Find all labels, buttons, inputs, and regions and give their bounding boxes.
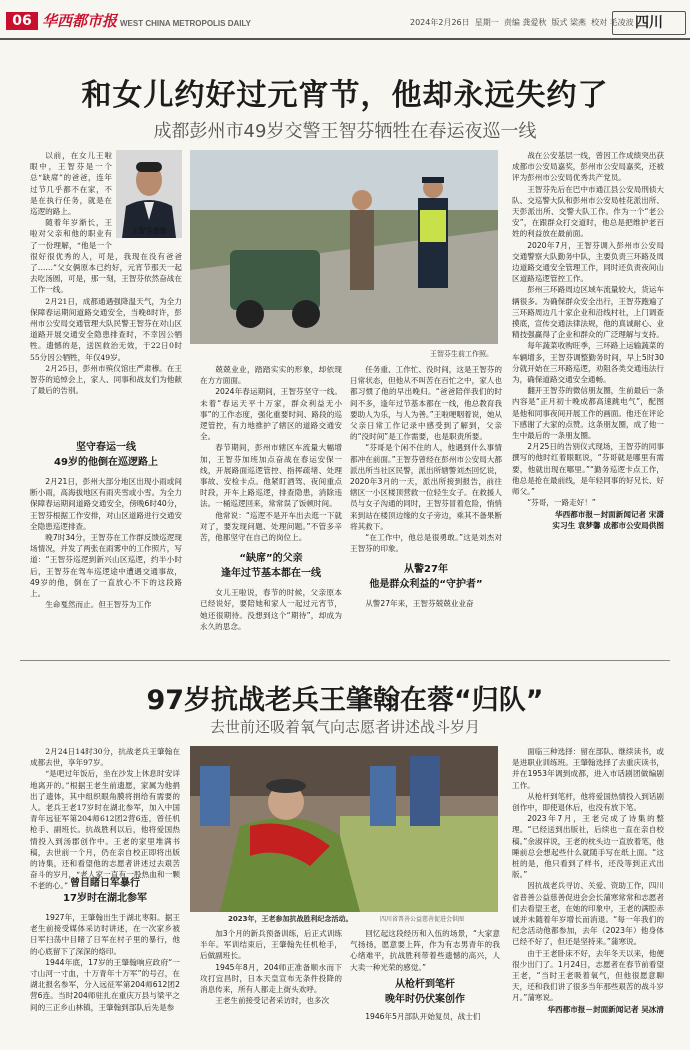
paragraph: “芬哥，一路走好！” bbox=[527, 498, 596, 508]
article1-col4 bbox=[512, 150, 664, 652]
paragraph: 2月24日14时30分，抗战老兵王肇翰在成都去世，享年97岁。 bbox=[30, 747, 180, 768]
subheadline-1: 成都彭州市49岁交警王智芬牺牲在春运夜巡一线 bbox=[153, 121, 537, 142]
paragraph: 2月25日的告别仪式现场，王智芬的同事撰写的他时红着眼眶说，“芬哥就是哪里有需要，他就出现在哪里。”“勤务巡逻卡点工作，他总是抢在最前线，是年轻同事的好兄长、好师父。” bbox=[512, 442, 664, 497]
paragraph: 2月25日，彭州市殡仪馆庄严肃穆。在王智芬的追悼会上，家人、同事和战友们为他献了最后的告别。 bbox=[30, 363, 182, 396]
paragraph: 从警27年来，王智芬兢兢业业奋 bbox=[365, 599, 474, 609]
page-header bbox=[0, 0, 690, 40]
paragraph: 加3个月的新兵预备训练，后正式训练半年。军训结束后，王肇翰先任机枪手，后做副班长。 bbox=[200, 929, 342, 961]
paragraph: 2月21日，彭州大部分地区出现小雨或间断小雨，高海拔地区有雨夹雪或小雪。为全力保障春运期间道路交通安全，傍晚6时40分，王智芬根据工作安排，对山区道路进行交通安全隐患巡逻排查。 bbox=[30, 477, 182, 531]
newspaper-english-name: WEST CHINA METROPOLIS DAILY bbox=[120, 19, 251, 28]
traffic-police-photo bbox=[190, 150, 498, 344]
paragraph: 因抗战老兵寻访、关爱、资助工作，四川省普善公益慈善促进会会长蒲寒常常和志愿者们去看望王老，在她的印象中，王老的满腔赤诚并未随着年岁增长而消退。“每一年我们的纪念活动他都参加，去年（2023年）他身体已经不好了，但还是坚持来。”蒲寒说。 bbox=[512, 881, 664, 947]
article1-col1-body bbox=[30, 432, 182, 652]
photo-caption: 2023年，王老参加抗战胜利纪念活动。 bbox=[228, 915, 353, 923]
paragraph: 女儿王啦说，春节的时候，父亲原本已经说好，要陪她和家人一起过元宵节，她还很期待。没想到这个“期待”，却成为永久的思念。 bbox=[200, 588, 342, 631]
paragraph: 以前，在女儿王啦眼中，王智芬是一个总“缺席”的爸爸，连年过节几乎都不在家，不是在执行任务，就是在巡逻的路上。 bbox=[30, 151, 112, 217]
paragraph: 1946年5月部队开始复员，战士们 bbox=[365, 1011, 481, 1021]
paragraph: 2023年7月，王老完成了诗集的整理。“已经送到出版社，后续也一直在亲自校稿。”余淑祥说，王老的枕头边一直放着笔，他睡前总会想起些什么就随手写在纸上面。“这桩的是，他只看到了样书，还没等到正式出版。” bbox=[512, 814, 664, 880]
article1-col3 bbox=[350, 364, 502, 652]
paragraph: 2024年春运期间，王智芬坚守一线。未着“春运天平十万家，群众利益无小事”的工作态度，强化重要时间、路段的巡逻管控，有力地推护了辖区的道路交通安全。 bbox=[200, 387, 342, 442]
paragraph: 2020年7月，王智芬调入彭州市公安局交通警察大队勤务中队，主要负责三环路及周边道路交通安全管理工作，同时还负责夜间山区道路巡逻管控工作。 bbox=[512, 240, 664, 284]
article2-col2 bbox=[200, 928, 342, 1048]
headline-1: 和女儿约好过元宵节，他却永远失约了 bbox=[81, 78, 609, 113]
paragraph: 王老生前接受记者采访时，也多次 bbox=[215, 996, 330, 1006]
paragraph: 兢兢业业，踏踏实实的形象，却依现在方方面面。 bbox=[200, 365, 342, 386]
paragraph: 1945年8月，204师正准备顺水而下攻打宜昌时，日本天皇宣布无条件投降的消息传来，所有人都走上街头欢呼。 bbox=[200, 962, 342, 995]
subhead-c: 从警27年 他是群众利益的“守护者” bbox=[369, 564, 483, 591]
subhead-b2: 从枪杆到笔杆 晚年时仍伏案创作 bbox=[385, 978, 465, 1005]
photo-scene bbox=[190, 150, 498, 344]
portrait-photo bbox=[116, 150, 182, 238]
photo-caption: 王智芬生前工作照。 bbox=[430, 350, 493, 358]
article2-col3 bbox=[350, 928, 500, 1048]
portrait-figure bbox=[116, 150, 182, 238]
paragraph: 生命戛然而止。但王智芬为工作 bbox=[45, 600, 152, 610]
veteran-photo bbox=[190, 746, 498, 912]
subheadline-2: 去世前还吸着氧气向志愿者讲述战斗岁月 bbox=[209, 718, 480, 736]
paragraph: 回忆起这段经历和入伍的场景，“大家意气扬扬，愿意要上阵，作为有志男青年的我心绪难平，抗战胜利带着些遗憾的高兴，人大卖一种光荣的感觉。” bbox=[350, 929, 500, 972]
issue-meta: 2024年2月26日 星期一 责编 龚爱秋 版式 梁燕 校对 毛凌波 bbox=[410, 18, 634, 27]
paragraph: 任务重、工作忙、没时间，这是王智芬的日常状态，但他从不叫苦在百忙之中，家人也都习惯了他的早出晚归。“爸爸陪伴我们的时间不多，逢年过节基本都在一线，他总教育我要助人为乐，与人为善。”王啦哽咽着说，她从父亲日常工作记录中感受到了解到，父亲的“没时间”是工作需要，也是职责所要。 bbox=[350, 365, 502, 442]
paragraph: 从枪杆到笔杆，他将爱国热情投入到话剧创作中，即使退休后，也没有放下笔。 bbox=[512, 791, 664, 813]
paragraph: 晚7时34分，王智芬在工作群反馈巡逻现场情况，并发了两张在雨雾中的工作照片，写道：“王智芬巡逻到新兴山区巡逻，约半小时后，王智芬在驾车巡逻途中遭遇交通事故，49岁的他，倒在了一直放心不下的这段路上。 bbox=[30, 533, 182, 599]
page-number: 06 bbox=[6, 12, 38, 30]
photo-credit: 四川省普善公益慈善促进会供图 bbox=[380, 916, 465, 923]
byline: 华西都市报－封面新闻记者 吴冰清 bbox=[547, 1004, 664, 1014]
paragraph: 面临三种选择：留在部队、继续读书，或是进职业训练班。王肇翰选择了去重庆读书，并在1953年调到成都，进入市话剧团做编剧工作。 bbox=[512, 747, 664, 790]
photo-scene bbox=[190, 746, 498, 912]
paragraph: “在工作中，他总是很勇敢。”这是刘杰对王智芬的印象。 bbox=[350, 533, 502, 554]
paragraph: 1927年，王肇翰出生于湖北枣阳。据王老生前接受媒体采访时讲述，在一次家乡被日军扫荡中目睹了日军在村子里的暴行，他的心底留下了深深的烙印。 bbox=[30, 913, 180, 956]
paragraph: 1944年底，17岁的王肇翰响应政府“一寸山河一寸血，十万青年十万军”的号召，在湖北报名参军，分入远征军第204师612团2营6连。当时204师驻扎在重庆万县与梁平之间的三正乡山林镇，王肇翰到部队后先是参 bbox=[30, 957, 180, 1012]
paragraph: 王智芬先后在巴中市通江县公安局刑侦大队、交巡警大队和彭州市公安局桂花派出所、天彭派出所、交警大队工作。作为一个“老公安”，在跟群众打交道时，他总是把维护老百姓的利益放在最前面。 bbox=[512, 184, 664, 239]
paragraph: 战在公安基层一线，曾因工作成绩突出获成都市公安局嘉奖，彭州市公安局嘉奖，还被评为彭州市公安局优秀共产党员。 bbox=[512, 151, 664, 183]
paragraph: “芬哥是个闲不住的人，他遇到什么事情都冲在前面。”王智芬曾经在彭州市公安局大都派出所当社区民警，派出所辖警刘杰回忆说，2020年3月的一天，派出所接到报告，前往辖区一小区楼顶营救一位轻生女子。在救援人员与女子沟通的同时，王智芬冒着危险，悄悄来到站在楼顶边缘的女子旁边，乘其不备果断将其救下。 bbox=[350, 443, 502, 531]
newspaper-logo: 华西都市报 bbox=[42, 12, 118, 30]
article-divider bbox=[20, 660, 670, 661]
paragraph: 他常说：“巡逻不是开车出去逛一下就对了，要发现问题、处理问题。”不管多辛苦，他都坚守在自己的岗位上。 bbox=[200, 510, 342, 543]
byline: 华西都市报－封面新闻记者 宋潇 实习生 袁梦馨 成都市公安局供图 bbox=[552, 509, 664, 530]
subhead-a2: 曾目睹日军暴行 17岁时在湖北参军 bbox=[63, 878, 147, 904]
paragraph: 翻开王智芬的微信朋友圈，生前最后一条内容是“正月初十晚成都高速跳电气”，配图是他和同事夜间开展工作的画面。他还在评论下感谢了大家的点赞。这条朋友圈，成了他一生中最后的一条朋友圈。 bbox=[512, 386, 664, 441]
paragraph: “是吧过年饭后，坐在沙发上休息时安详地离开的。”根据王老生前遗愿，家属为他捐出了遗体，其中组织眼角膜将捐给有需要的人。老兵王老17岁时在湖北参军，加入中国青年远征军第204师612团2营6连，曾任机枪手、副班长。抗战胜利以后，他将爱国热情投入到汤郡创作中。王老的家里堆满书稿，去世前一个月，仍在亲自校正即将出版的诗集，还和看望他的志愿者讲述过去艰苦奋斗的岁月，“老人家一直有一股热血和一颗不老的心。” bbox=[30, 769, 180, 891]
article1-intro bbox=[30, 150, 182, 448]
subhead-b: “缺席”的父亲 逢年过节基本都在一线 bbox=[221, 553, 321, 580]
article2-col1-body bbox=[30, 868, 180, 1048]
portrait-caption: 王智芬遗像 bbox=[131, 227, 167, 235]
paragraph: 每年蔬菜收购旺季，三环路上运输蔬菜的车辆增多，王智芬调整勤务时间，早上5时30分就开始在三环路巡逻，劝阻各类交通违法行为，确保道路交通安全通畅。 bbox=[512, 341, 664, 385]
paragraph: 彭州三环路周边区域车流量较大，货运车辆很多。为确保群众安全出行，王智芬跑遍了三环路周边几十家企业和沿线村社，上门调查摸底，宣传交通法律法规，他的真诚耐心、业精技强赢得了企业和群众的广泛理解与支持。 bbox=[512, 285, 664, 340]
paragraph: 春节期间，彭州市辖区车流量大幅增加，王智芬加班加点奋战在春运安保一线，开展路面巡逻管控、指挥疏堵、处理事故、安检卡点。他紧盯酒驾、夜间重点时段，开车上路巡逻，排查隐患，消除违法。一桶巡逻回来，常常误了饭顿时间。 bbox=[200, 443, 342, 509]
paragraph: 随着年岁渐长，王啦对父亲和他的职业有了一份理解，“他是一个很好很优秀的人，可是，我现在没有爸爸了……”父女俩原本已约好，元宵节那天一起去吃汤圆，可是，那一刻，王智芬依然奋战在工作一线。 bbox=[30, 218, 182, 295]
article2-col4 bbox=[512, 746, 664, 1048]
paragraph: 由于王老卧床不好，去年冬天以来，他便很少出门了。1月24日，志愿者在春节前看望王老，“当时王老吸着氧气，但他很愿意聊天，还和我们讲了很多当年那些艰苦的战斗岁月。”蒲寒说。 bbox=[512, 948, 664, 1003]
paragraph: 2月21日，成都通遇强降温天气，为全力保障春运期间道路交通安全，当晚8时许，彭州市公安局交通管理大队民警王智芬在对山区道路开展交通安全隐患排查时，不幸因公牺牲。遗憾的是，送医救治无效，于22日0时55分因公牺牲，年仅49岁。 bbox=[30, 296, 182, 362]
subhead-a: 坚守春运一线 49岁的他倒在巡逻路上 bbox=[54, 442, 158, 468]
section-label: 四川 bbox=[612, 11, 686, 35]
article1-col2 bbox=[200, 364, 342, 652]
headline-2: 97岁抗战老兵王肇翰在蓉“归队” bbox=[146, 685, 544, 716]
